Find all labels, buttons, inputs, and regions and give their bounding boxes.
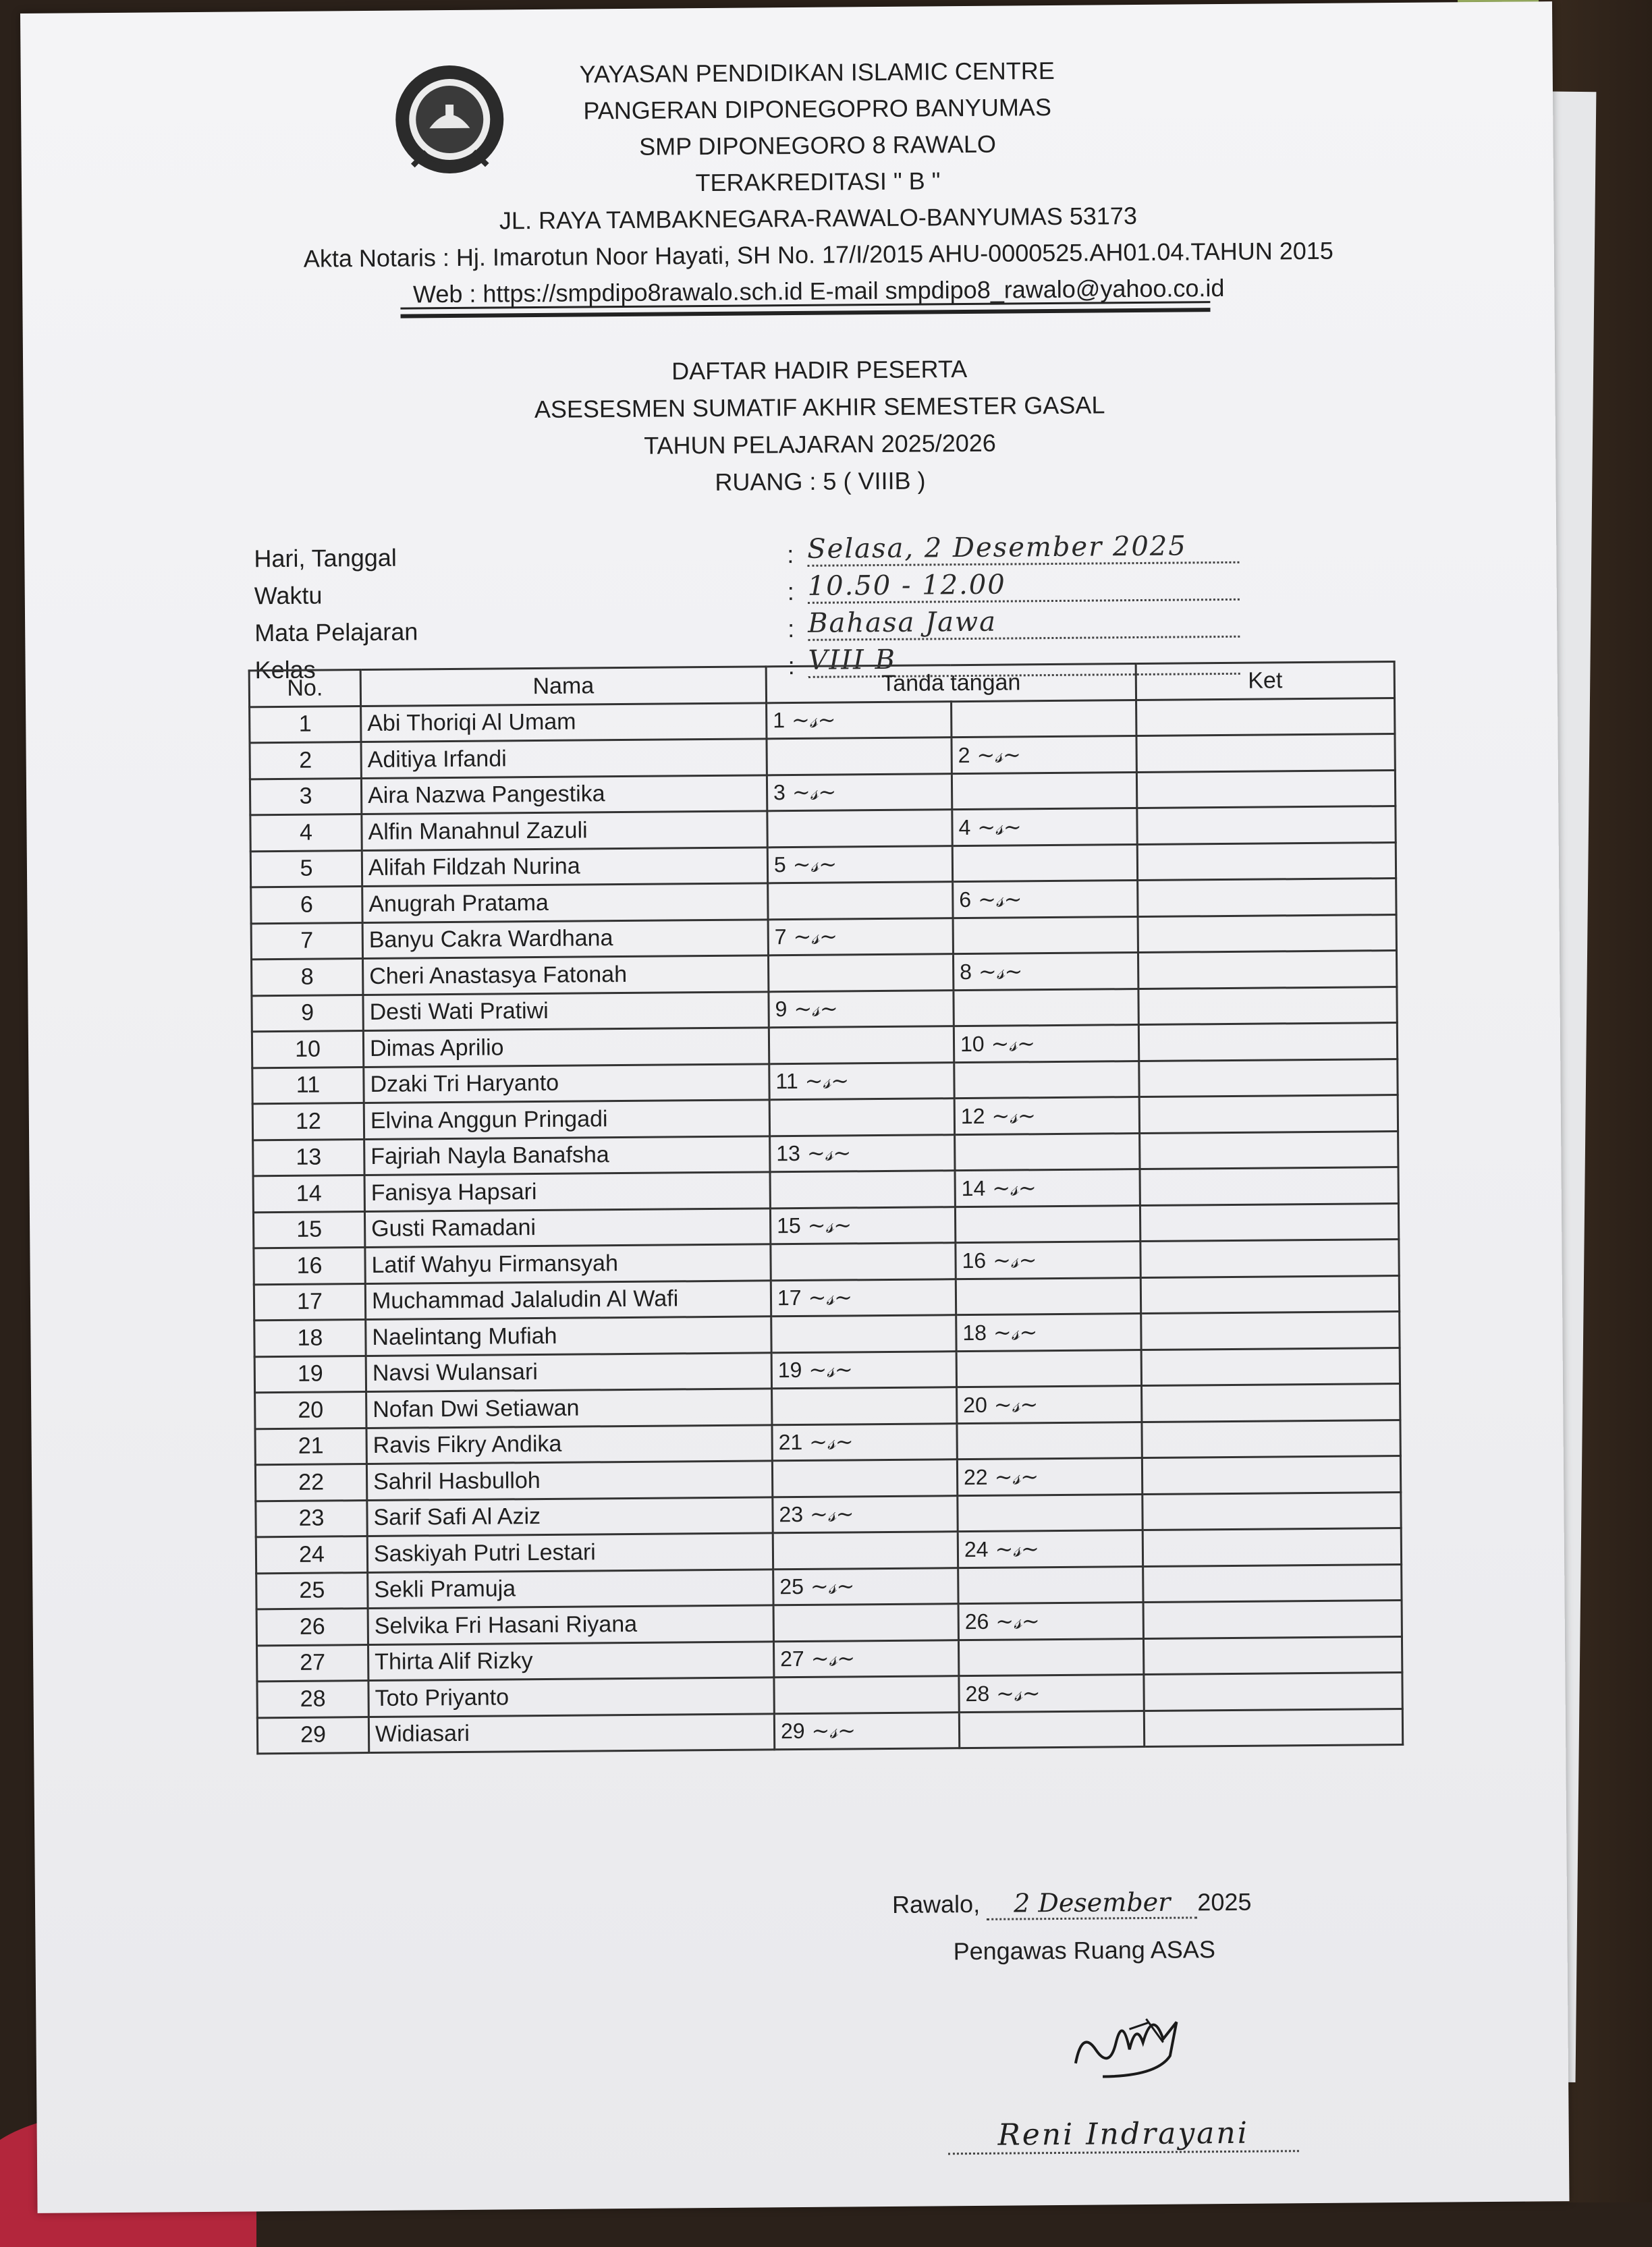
signature-cell-left [774, 1712, 959, 1750]
signature-cell-left [774, 1676, 959, 1714]
place: Rawalo, [891, 1889, 981, 1918]
student-name: Aditiya Irfandi [361, 739, 767, 778]
ket-cell [1143, 1636, 1402, 1675]
signature-cell-right [954, 1025, 1138, 1063]
letterhead-line: Akta Notaris : Hj. Imarotun Noor Hayati, SH No. 17/I/2015 AHU-0000525.AH01.04.TAHUN 2015 [303, 236, 1334, 273]
student-name: Gusti Ramadani [364, 1208, 770, 1247]
signature-number: 15 [776, 1213, 801, 1238]
signature-cell-right [955, 1169, 1140, 1207]
student-no: 16 [254, 1248, 365, 1285]
handwritten-signature: ~𝓈~ [811, 1717, 856, 1744]
signature-cell-right [953, 916, 1138, 954]
signature-cell-right [958, 1603, 1143, 1640]
signature-number: 13 [776, 1141, 801, 1166]
signature-cell-right [958, 1638, 1143, 1676]
student-name: Alifah Fildzah Nurina [362, 847, 767, 886]
signature-cell-right [952, 736, 1136, 774]
student-name: Anugrah Pratama [362, 883, 768, 922]
handwritten-signature: ~𝓈~ [977, 886, 1022, 912]
signature-number: 28 [965, 1681, 990, 1706]
student-name: Fanisya Hapsari [364, 1172, 770, 1211]
signature-cell-right [953, 881, 1138, 918]
signature-number: 29 [780, 1719, 805, 1744]
ket-cell [1140, 1240, 1399, 1278]
handwritten-signature: ~𝓈~ [991, 1102, 1036, 1129]
signature-cell-left [767, 738, 952, 775]
signature-cell-left [772, 1460, 957, 1497]
header-signature: Tanda tangan [766, 664, 1136, 703]
handwritten-signature: ~𝓈~ [994, 1463, 1039, 1490]
info-value: VIII B [808, 642, 1240, 678]
signature-cell-left [767, 773, 952, 811]
letterhead-line: TERAKREDITASI " B " [695, 167, 941, 197]
ket-cell [1138, 1023, 1397, 1061]
signature-cell-right [956, 1277, 1140, 1315]
title-line: ASESESMEN SUMATIF AKHIR SEMESTER GASAL [534, 391, 1105, 424]
signature-number: 1 [773, 708, 786, 733]
student-no: 28 [257, 1681, 368, 1718]
handwritten-signature: ~𝓈~ [992, 1174, 1037, 1201]
signature-cell-right [953, 953, 1138, 991]
signature-cell-left [773, 1640, 958, 1677]
signature-number: 11 [775, 1069, 798, 1094]
signature-cell-left [769, 1099, 954, 1136]
handwritten-signature: ~𝓈~ [808, 1284, 853, 1311]
ket-cell [1136, 734, 1395, 773]
ket-cell [1144, 1672, 1402, 1711]
student-no: 24 [256, 1536, 367, 1574]
student-name: Fajriah Nayla Banafsha [364, 1136, 770, 1175]
handwritten-signature: ~𝓈~ [993, 1319, 1038, 1346]
ket-cell [1138, 914, 1396, 953]
student-no: 18 [254, 1320, 366, 1357]
signature-number: 8 [960, 959, 972, 984]
signature-cell-right [952, 844, 1137, 882]
ket-cell [1141, 1384, 1400, 1422]
signature-cell-left [773, 1604, 958, 1642]
student-name: Sekli Pramuja [368, 1569, 773, 1608]
attendance-table [248, 661, 1404, 1754]
student-name: Widiasari [368, 1713, 774, 1752]
title-line: RUANG : 5 ( VIIIB ) [715, 466, 926, 496]
info-value: Selasa, 2 Desember 2025 [807, 530, 1239, 567]
handwritten-signature: ~𝓈~ [976, 742, 1021, 768]
signature-cell-right [952, 772, 1136, 810]
table-body [250, 698, 1403, 1754]
ket-cell [1143, 1564, 1402, 1603]
handwritten-date: 2 Desember [987, 1887, 1198, 1920]
attendance-sheet [20, 1, 1570, 2213]
signature-number: 20 [963, 1392, 987, 1417]
student-name: Dzaki Tri Haryanto [364, 1063, 769, 1103]
handwritten-signature: ~𝓈~ [977, 814, 1022, 840]
student-no: 22 [255, 1464, 366, 1501]
place-date [892, 1885, 1365, 1918]
letterhead [277, 50, 1359, 314]
student-name: Abi Thoriqi Al Umam [361, 702, 767, 742]
student-name: Banyu Cakra Wardhana [362, 919, 768, 958]
signature-number: 25 [779, 1574, 804, 1599]
ket-cell [1142, 1492, 1401, 1530]
student-name: Navsi Wulansari [366, 1352, 771, 1391]
signature-cell-left [771, 1351, 956, 1389]
info-label: Waktu [254, 581, 323, 610]
student-no: 21 [255, 1428, 366, 1465]
signature-cell-right [956, 1350, 1141, 1387]
info-label: Kelas [254, 655, 316, 684]
signature-cell-right [952, 700, 1136, 738]
info-colon: : [788, 652, 795, 680]
signature-cell-left [767, 845, 952, 883]
student-no: 13 [253, 1139, 364, 1176]
student-no: 1 [250, 706, 361, 743]
student-no: 8 [252, 959, 363, 996]
ket-cell [1140, 1167, 1398, 1206]
student-name: Latif Wahyu Firmansyah [365, 1244, 771, 1283]
student-name: Alfin Manahnul Zazuli [362, 811, 767, 850]
student-no: 14 [253, 1175, 364, 1213]
document-title [279, 347, 1360, 504]
handwritten-signature: ~𝓈~ [810, 1645, 856, 1672]
ket-cell [1138, 879, 1396, 917]
signature-cell-left [770, 1134, 955, 1172]
signature-cell-right [958, 1494, 1142, 1532]
signature-cell-left [768, 954, 953, 992]
student-name: Naelintang Mufiah [366, 1316, 771, 1356]
signature-cell-right [956, 1314, 1141, 1352]
signature-number: 16 [962, 1248, 987, 1273]
handwritten-signature: ~𝓈~ [793, 923, 838, 950]
ket-cell [1137, 806, 1396, 845]
ket-cell [1140, 1203, 1398, 1242]
student-no: 27 [257, 1644, 368, 1682]
signature-number: 7 [774, 924, 787, 949]
signature-cell-left [772, 1423, 957, 1461]
signature-number: 5 [773, 852, 786, 877]
student-name: Thirta Alif Rizky [368, 1641, 774, 1680]
signature-cell-left [771, 1243, 956, 1281]
handwritten-signature: ~𝓈~ [792, 779, 837, 806]
signature-cell-right [954, 1061, 1139, 1099]
ket-cell [1142, 1528, 1401, 1566]
student-no: 11 [252, 1067, 364, 1104]
student-name: Dimas Aprilio [363, 1028, 769, 1067]
supervisor-signature [1062, 2001, 1211, 2090]
signature-cell-left [769, 990, 954, 1028]
info-label: Mata Pelajaran [254, 617, 418, 647]
signature-cell-left [772, 1387, 957, 1425]
ket-cell [1140, 1131, 1398, 1169]
student-name: Sarif Safi Al Aziz [367, 1497, 773, 1536]
signature-cell-left [773, 1532, 958, 1570]
handwritten-signature: ~𝓈~ [809, 1501, 854, 1528]
signature-cell-right [956, 1386, 1141, 1424]
handwritten-signature: ~𝓈~ [808, 1356, 853, 1383]
signature-number: 27 [780, 1646, 804, 1671]
student-name: Nofan Dwi Setiawan [366, 1389, 772, 1428]
header-ket: Ket [1136, 662, 1394, 700]
signature-cell-right [957, 1422, 1142, 1460]
ket-cell [1141, 1312, 1400, 1350]
signature-number: 22 [963, 1464, 988, 1489]
signature-cell-left [767, 810, 952, 848]
signature-cell-left [770, 1171, 955, 1209]
ket-cell [1136, 698, 1395, 736]
signature-cell-right [958, 1530, 1142, 1568]
signature-cell-left [769, 1026, 954, 1064]
signature-number: 4 [958, 814, 971, 839]
student-no: 10 [252, 1031, 363, 1068]
ket-cell [1138, 987, 1397, 1025]
student-no: 19 [254, 1356, 366, 1393]
handwritten-signature: ~𝓈~ [992, 1246, 1037, 1273]
signature-number: 12 [960, 1103, 985, 1128]
signature-cell-right [956, 1242, 1140, 1279]
signature-cell-left [767, 701, 952, 739]
student-no: 12 [252, 1103, 364, 1140]
handwritten-signature: ~𝓈~ [809, 1428, 854, 1455]
student-no: 25 [256, 1572, 368, 1609]
handwritten-signature: ~𝓈~ [995, 1607, 1040, 1634]
student-no: 2 [250, 742, 361, 779]
signature-number: 2 [958, 742, 970, 767]
info-colon: : [787, 540, 794, 569]
signature-cell-right [959, 1675, 1144, 1713]
student-no: 20 [255, 1392, 366, 1429]
signature-cell-right [954, 1097, 1139, 1135]
student-no: 5 [250, 850, 362, 887]
student-no: 6 [251, 887, 362, 924]
signature-cell-right [957, 1458, 1142, 1496]
signature-cell-left [773, 1495, 958, 1533]
info-colon: : [787, 578, 794, 606]
letterhead-line: YAYASAN PENDIDIKAN ISLAMIC CENTRE [579, 56, 1055, 88]
signature-number: 6 [959, 887, 972, 912]
ket-cell [1140, 1275, 1399, 1314]
student-name: Aira Nazwa Pangestika [361, 775, 767, 814]
student-no: 3 [250, 778, 361, 815]
info-value: 10.50 - 12.00 [808, 567, 1240, 604]
student-name: Saskiyah Putri Lestari [367, 1533, 773, 1572]
signature-cell-left [769, 1062, 954, 1100]
ket-cell [1136, 770, 1395, 808]
student-name: Ravis Fikry Andika [366, 1424, 772, 1464]
handwritten-signature: ~𝓈~ [792, 851, 837, 878]
student-name: Desti Wati Pratiwi [363, 991, 769, 1030]
supervisor-name: Reni Indrayani [948, 2115, 1299, 2155]
handwritten-signature: ~𝓈~ [794, 995, 838, 1022]
ket-cell [1139, 1059, 1398, 1097]
signature-cell-right [954, 989, 1138, 1026]
title-line: TAHUN PELAJARAN 2025/2026 [644, 428, 996, 460]
signature-number: 17 [777, 1285, 802, 1310]
signature-cell-right [959, 1711, 1144, 1748]
signature-number: 9 [775, 997, 788, 1022]
handwritten-signature: ~𝓈~ [791, 706, 836, 733]
signature-number: 24 [964, 1536, 989, 1561]
header-no: No. [249, 670, 360, 707]
signature-number: 14 [961, 1175, 986, 1200]
ket-cell [1141, 1348, 1400, 1386]
student-name: Elvina Anggun Pringadi [364, 1100, 769, 1139]
ket-cell [1138, 951, 1396, 989]
handwritten-signature: ~𝓈~ [978, 958, 1023, 984]
header-name: Nama [360, 667, 766, 706]
ket-cell [1143, 1600, 1402, 1638]
student-no: 26 [256, 1609, 368, 1646]
signature-cell-left [771, 1279, 956, 1316]
signature-cell-right [952, 808, 1137, 846]
student-no: 9 [252, 995, 363, 1032]
handwritten-signature: ~𝓈~ [807, 1212, 852, 1239]
student-no: 17 [254, 1283, 365, 1321]
ket-cell [1139, 1095, 1398, 1134]
signature-cell-right [955, 1133, 1140, 1171]
year: 2025 [1197, 1887, 1252, 1916]
handwritten-signature: ~𝓈~ [806, 1140, 852, 1167]
student-name: Muchammad Jalaludin Al Wafi [365, 1280, 771, 1319]
letterhead-line: PANGERAN DIPONEGOPRO BANYUMAS [583, 93, 1052, 125]
signature-number: 19 [777, 1358, 802, 1383]
letterhead-line: SMP DIPONEGORO 8 RAWALO [639, 130, 997, 161]
handwritten-signature: ~𝓈~ [991, 1030, 1036, 1057]
student-name: Cheri Anastasya Fatonah [363, 955, 769, 995]
signature-cell-left [768, 918, 953, 955]
student-no: 29 [257, 1717, 368, 1754]
student-name: Selvika Fri Hasani Riyana [368, 1605, 773, 1644]
student-name: Toto Priyanto [368, 1677, 774, 1717]
signature-number: 3 [773, 780, 786, 805]
letterhead-line: JL. RAYA TAMBAKNEGARA-RAWALO-BANYUMAS 53173 [499, 202, 1138, 235]
student-name: Sahril Hasbulloh [366, 1461, 772, 1500]
ket-cell [1142, 1420, 1400, 1458]
handwritten-signature: ~𝓈~ [993, 1391, 1039, 1418]
handwritten-signature: ~𝓈~ [810, 1573, 855, 1600]
ket-cell [1144, 1709, 1402, 1747]
signature-cell-right [955, 1205, 1140, 1243]
ket-cell [1142, 1456, 1400, 1495]
handwritten-signature: ~𝓈~ [804, 1067, 850, 1094]
student-no: 15 [253, 1211, 364, 1248]
student-no: 7 [251, 922, 362, 960]
signature-number: 23 [779, 1502, 804, 1527]
signature-block [891, 1885, 1365, 2153]
signature-cell-left [773, 1568, 958, 1605]
handwritten-signature: ~𝓈~ [995, 1535, 1040, 1562]
letterhead-line: Web : https://smpdipo8rawalo.sch.id E-mail smpdipo8_rawalo@yahoo.co.id [412, 273, 1225, 308]
info-colon: : [788, 615, 795, 643]
info-value: Bahasa Jawa [808, 605, 1240, 641]
student-no: 23 [256, 1500, 367, 1537]
supervisor-role: Pengawas Ruang ASAS [953, 1935, 1216, 1966]
handwritten-signature: ~𝓈~ [996, 1680, 1041, 1707]
ket-cell [1137, 842, 1396, 881]
signature-number: 26 [964, 1609, 989, 1634]
info-label: Hari, Tanggal [254, 543, 397, 573]
signature-number: 21 [778, 1430, 803, 1455]
signature-cell-right [958, 1566, 1143, 1604]
student-no: 4 [250, 814, 362, 852]
signature-number: 18 [962, 1320, 987, 1345]
signature-cell-left [770, 1206, 955, 1244]
signature-cell-left [768, 882, 953, 920]
signature-number: 10 [960, 1031, 985, 1056]
title-line: DAFTAR HADIR PESERTA [671, 354, 968, 385]
signature-cell-left [771, 1315, 956, 1353]
